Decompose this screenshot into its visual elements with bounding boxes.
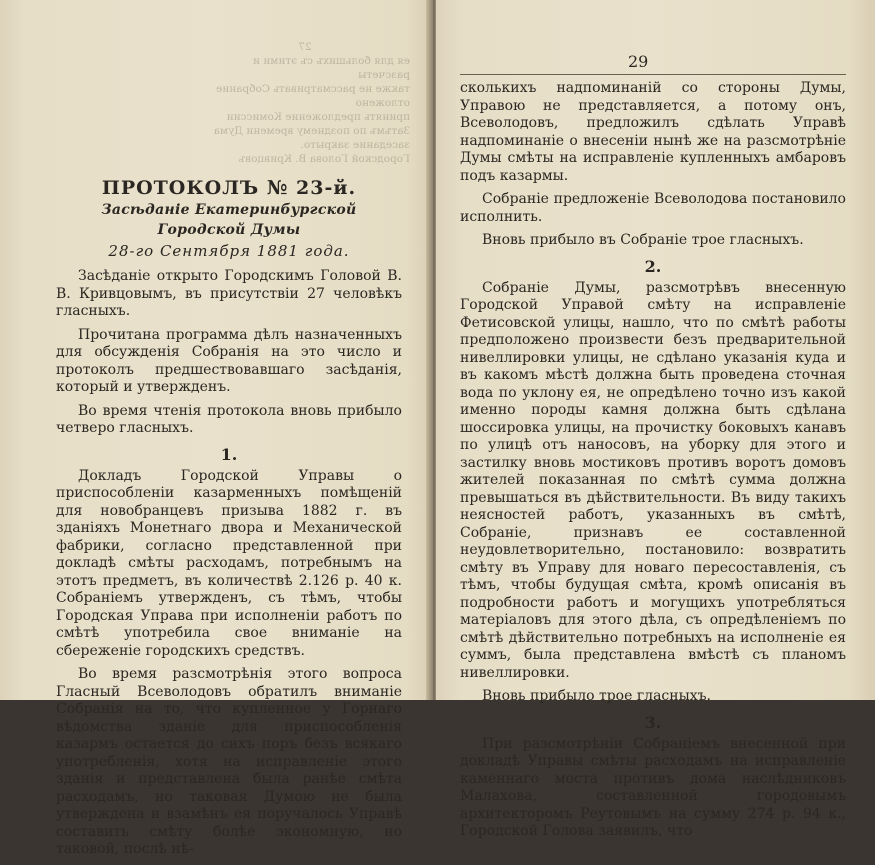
paragraph: Вновь прибыло трое гласныхъ. [482,688,711,704]
right-page [436,0,875,839]
paragraph: Вновь прибыло въ Собраніе трое гласныхъ. [482,232,804,248]
meeting-title: Засѣданіе Екатеринбургской Городской Думы [101,202,357,238]
paragraph: сколькихъ надпоминаній со стороны Думы, Управою не представляется, а потому онъ, Всеволодовъ, предложилъ сдѣлать Управѣ надпоминаніе о внесеніи нынѣ же на разсмотрѣніе Думы смѣты на исправленіе купленныхъ амбаровъ подъ казармы. [460,80,846,184]
bleed-through-text: 27 ея для большихъ съ этими и разсчеты также не рассматривать Собрание отложено принять предложение Комиссии Затъмъ по позднему времени Дума заседание закрыто. Городской Голова В. Кривцовъ [213,41,410,165]
section-number: 2. [644,256,662,276]
paragraph: Во время разсмотрѣнія этого вопроса Гласный Всеволодовъ обратилъ вниманіе Собранія на то, что купленное у Горнаго вѣдомства зданіе для приспособленія казармъ остается до сихъ поръ безъ всякаго употребленія, хотя на исправленіе этого зданія и представлена была ранѣе смѣта расходамъ, но таковая Думою не была утверждена и взамѣнъ ея поручалось Управѣ составить смѣту болѣе экономную, но таковой, послѣ нѣ- [56,666,402,857]
paragraph: Собраніе предложеніе Всеволодова постановило исполнить. [460,191,846,225]
paragraph: Собраніе Думы, разсмотрѣвъ внесенную Городской Управой смѣту на исправленіе Фетисовской улицы, нашло, что по смѣтѣ работы предположено произвести безъ предварительной нивеллировки улицы, не сдѣлано указанія куда и въ какомъ мѣстѣ должна быть проведена сточная вода по уклону ея, не опредѣлено точно изъ какой именно породы камня должна быть сдѣлана шоссировка улицы, на прочистку боковыхъ канавъ по улицѣ отъ наносовъ, на уборку для этого и застилку вновь мостиковъ противъ воротъ домовъ жителей показанная по смѣтѣ сумма должна превышаться въ дѣйствительности. Въ виду такихъ неясностей работъ, указанныхъ въ смѣтѣ, Собраніе, признавъ ее составленной неудовлетворительно, постановило: возвратить смѣту въ Управу для новаго пересоставленія, съ тѣмъ, чтобы будущая смѣта, кромѣ описанія въ подробности работъ и могущихъ употребляться матеріаловъ для этого дѣла, съ опредѣленіемъ по смѣтѣ дѣйствительно потребныхъ на исполненіе ея суммъ, была представлена вмѣстѣ съ планомъ нивеллировки. [460,279,846,681]
meeting-date: 28-го Сентября 1881 года. [108,242,350,260]
paragraph: При разсмотрѣніи Собраніемъ внесенной при докладѣ Управы смѣты расходамъ на исправленіе каменнаго моста противъ дома наслѣдниковъ Малахова, составленной городовымъ архитекторомъ Реутовымъ на сумму 274 р. 94 к., Городской Голова заявилъ, что [460,735,846,839]
section-number: 3. [644,712,662,732]
paragraph: Прочитана программа дѣлъ назначенныхъ для обсужденія Собранія на это число и протоколъ предшествовавшаго засѣданія, который и утвержденъ. [56,326,402,395]
left-page-text [56,176,402,865]
left-page [0,0,432,857]
right-page-text [460,80,846,847]
protocol-title: ПРОТОКОЛЪ № 23-й. [101,177,357,199]
paragraph: Засѣданіе открыто Городскимъ Головой В. В. Кривцовымъ, въ присутствіи 27 человѣкъ гласныхъ. [56,268,402,319]
section-number: 1. [220,444,238,464]
page-number: 29 [628,52,649,71]
header-rule [460,74,846,75]
paragraph: Во время чтенія протокола вновь прибыло четверо гласныхъ. [56,402,402,436]
paragraph: Докладъ Городской Управы о приспособленіи казарменныхъ помѣщеній для новобранцевъ призыва 1882 г. въ зданіяхъ Монетнаго двора и Механической фабрики, согласно представленной при докладѣ смѣты расходамъ, потребнымъ на этотъ предметъ, въ количествѣ 2.126 р. 40 к. Собраніемъ утвержденъ, съ тѣмъ, чтобы Городская Управа при исполненіи работъ по смѣтѣ употребила свое вниманіе на сбереженіе городскихъ средствъ. [56,467,402,659]
